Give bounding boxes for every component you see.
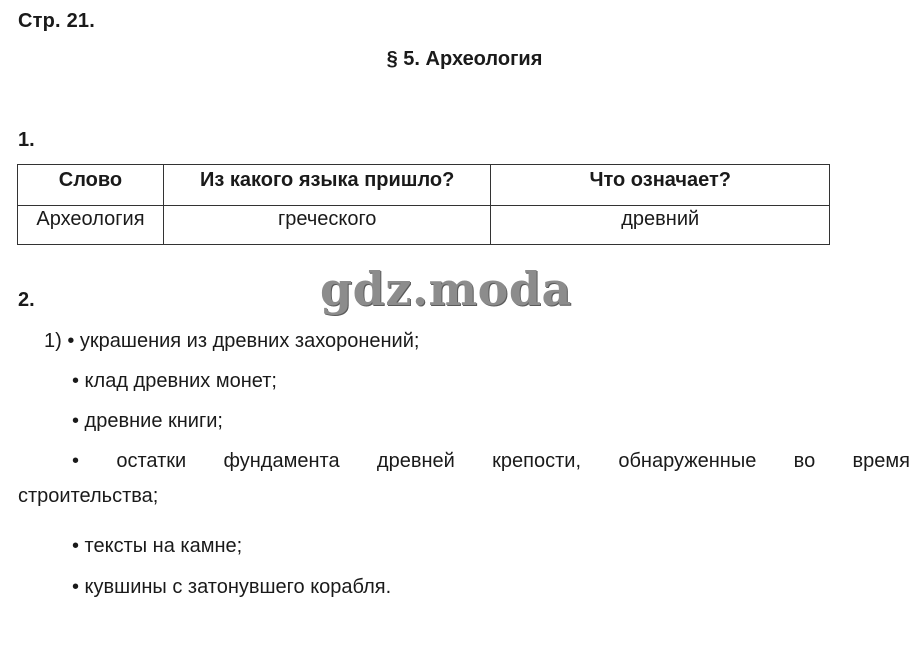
column-header-word: Слово xyxy=(18,165,164,206)
watermark-logo: gdz.moda xyxy=(320,262,572,316)
list-item-continuation: строительства; xyxy=(18,485,159,507)
list-item-text: • украшения из древних захоронений; xyxy=(67,330,420,352)
cell-word: Археология xyxy=(18,206,164,245)
task-2-number: 2. xyxy=(18,289,35,311)
list-item: • кувшины с затонувшего корабля. xyxy=(72,576,392,598)
list-item: • тексты на камне; xyxy=(72,535,243,557)
column-header-origin-language: Из какого языка пришло? xyxy=(163,165,491,206)
vocabulary-table xyxy=(17,164,830,245)
list-item: • клад древних монет; xyxy=(72,370,277,392)
list-item: • древние книги; xyxy=(72,410,223,432)
task-1-number: 1. xyxy=(18,129,35,151)
cell-origin-language: греческого xyxy=(163,206,491,245)
column-header-meaning: Что означает? xyxy=(491,165,830,206)
list-marker: 1) xyxy=(44,330,62,352)
list-item: • остатки фундамента древней крепости, обнаруженные во время xyxy=(72,450,910,472)
list-item xyxy=(44,326,419,356)
table-header-row xyxy=(18,165,830,206)
section-title: § 5. Археология xyxy=(386,48,543,70)
cell-meaning: древний xyxy=(491,206,830,245)
page-number: Стр. 21. xyxy=(18,10,95,32)
table-row xyxy=(18,206,830,245)
